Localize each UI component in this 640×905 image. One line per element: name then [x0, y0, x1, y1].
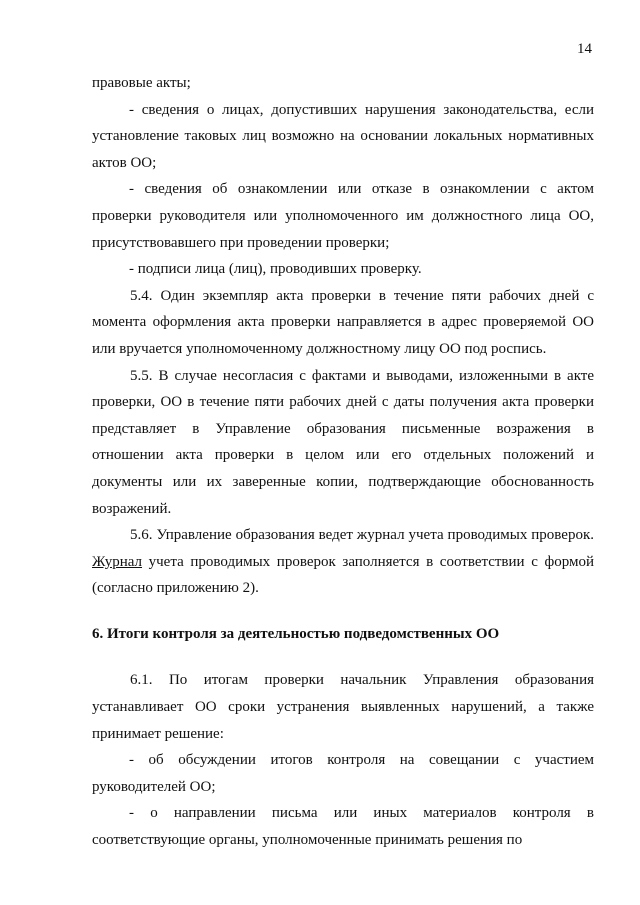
paragraph-5-6 [92, 522, 594, 602]
paragraph-5-6-start: 5.6. Управление образования ведет журнал учета проводимых проверок. [130, 527, 594, 544]
paragraph-persons: - сведения о лицах, допустивших нарушения законодательства, если установление таковых лиц возможно на основании локальных нормативных актов ОО; [92, 101, 594, 171]
paragraph-5-4: 5.4. Один экземпляр акта проверки в течение пяти рабочих дней с момента оформления акта проверки направляется в адрес проверяемой ОО или вручается уполномоченному должностному лицу ОО под роспись. [92, 287, 594, 357]
journal-link[interactable]: Журнал [92, 553, 143, 570]
document-body [92, 70, 594, 854]
paragraph-6-1: 6.1. По итогам проверки начальник Управления образования устанавливает ОО сроки устранения выявленных нарушений, а также принимает решение: [92, 672, 594, 742]
paragraph-direction: - о направлении письма или иных материалов контроля в соответствующие органы, уполномоченные принимать решения по [92, 805, 594, 849]
paragraph-5-6-end: учета проводимых проверок заполняется в соответствии с формой (согласно приложению 2). [92, 553, 594, 597]
paragraph-signatures: - подписи лица (лиц), проводивших проверку. [129, 261, 422, 278]
section-heading-6: 6. Итоги контроля за деятельностью подведомственных ОО [92, 625, 500, 642]
paragraph-discussion: - об обсуждении итогов контроля на совещании с участием руководителей ОО; [92, 752, 594, 795]
paragraph-familiarization: - сведения об ознакомлении или отказе в ознакомлении с актом проверки руководителя или уполномоченного им должностного лица ОО, присутствовавшего при проведении проверки; [92, 181, 594, 251]
page-number: 14 [577, 41, 592, 57]
paragraph-prev-tail: правовые акты; [92, 75, 191, 91]
paragraph-5-5: 5.5. В случае несогласия с фактами и выводами, изложенными в акте проверки, ОО в течение пяти рабочих дней с даты получения акта проверки представляет в Управление образования письменные возражения в отношении акта проверки в целом или его отдельных положений и документы или их заверенные копии, подтверждающие обоснованность возражений. [92, 367, 594, 517]
